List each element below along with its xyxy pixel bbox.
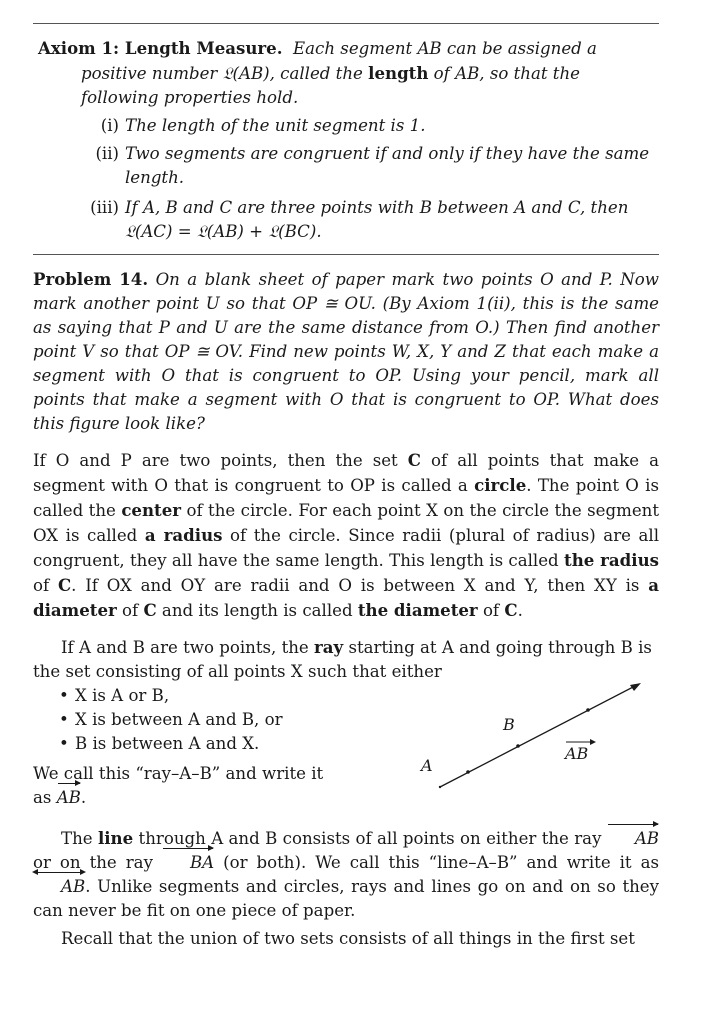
ray-definition: If A and B are two points, the ray starting at A and going through B is the set consisting of all points X such that either	[33, 637, 652, 681]
axiom-block	[33, 36, 659, 244]
document-page	[33, 0, 659, 951]
ray-notation: We call this “ray–A–B” and write it as AB.	[33, 762, 373, 810]
problem-text: On a blank sheet of paper mark two points O and P. Now mark another point U so that OP ≅ OU. (By Axiom 1(ii), this is the same as saying that P and U are the same distance from O.) Then find another point V so that OP ≅ OV. Find new points W, X, Y and Z that each make a segment with O that is congruent to OP. Using your pencil, mark all points that make a segment with O that is congruent to OP. What does this figure look like?	[33, 270, 659, 433]
label-AB: AB	[565, 744, 589, 763]
list-item: • B is between A and X.	[59, 732, 659, 756]
problem-14	[33, 267, 659, 436]
top-rule	[33, 23, 659, 24]
ray-block	[33, 684, 659, 814]
circle-definition: If O and P are two points, then the set C of all points that make a segment with O that is congruent to OP is called a circle. The point O is called the center of the circle. For each point X on the circle the segment OX is called a radius of the circle. Since radii (plural of radius) are all congruent, they all have the same length. This length is called the radius of C. If OX and OY are radii and O is between X and Y, then XY is a diameter of C and its length is called the diameter of C.	[33, 450, 660, 620]
point-3	[586, 708, 590, 712]
line-definition: The line through A and B consists of all points on either the ray AB or on the ray BA (or both). We call this “line–A–B” and write it as AB . Unlike segments and circles, rays and lines go on and on so they can never be fit on one piece of paper.	[33, 828, 660, 920]
label-B: B	[503, 715, 515, 734]
ray-arrowhead	[630, 683, 641, 691]
axiom-item-3: (iii) If A, B and C are three points with B between A and C, then 𝔏(AC) = 𝔏(AB) + 𝔏(BC).	[90, 198, 629, 241]
problem-title: Problem 14.	[33, 269, 149, 289]
list-item: • X is between A and B, or	[59, 708, 659, 732]
label-A: A	[421, 756, 433, 775]
point-start	[439, 786, 441, 788]
ray-figure	[393, 674, 673, 804]
axiom-title: Axiom 1: Length Measure.	[38, 38, 283, 58]
union-paragraph: Recall that the union of two sets consists of all things in the first set	[61, 929, 635, 948]
list-item: • X is A or B,	[59, 684, 659, 708]
axiom-item-1: (i) The length of the unit segment is 1.	[100, 116, 426, 135]
axiom-intro: Axiom 1: Length Measure. Each segment AB can be assigned a positive number 𝔏(AB), called the length of AB, so that the following properties hold.	[38, 38, 597, 107]
axiom-item-2: (ii) Two segments are congruent if and only if they have the same length.	[95, 144, 650, 187]
point-A	[466, 770, 470, 774]
point-B	[516, 744, 520, 748]
bottom-rule	[33, 254, 659, 255]
